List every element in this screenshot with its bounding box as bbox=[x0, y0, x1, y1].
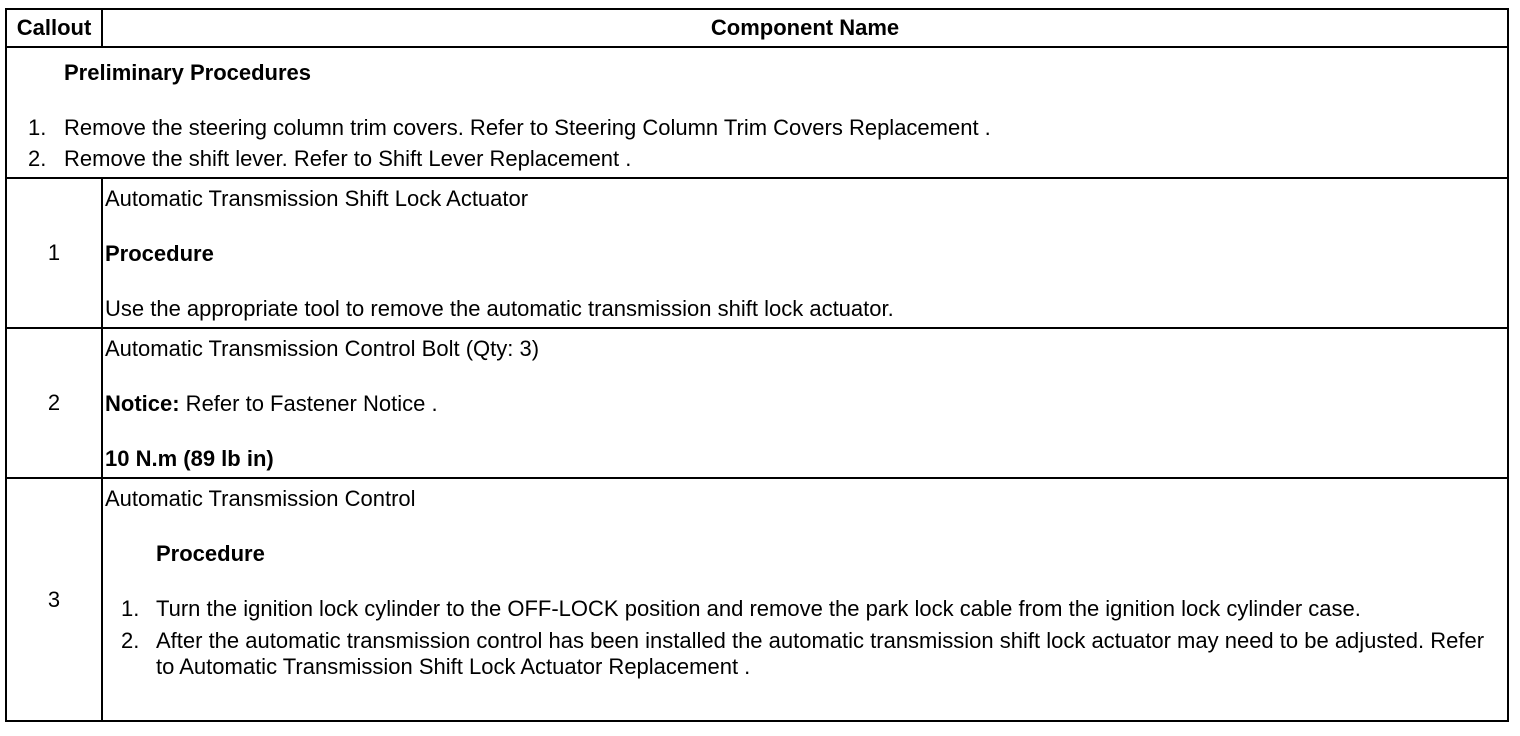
preliminary-cell bbox=[6, 47, 1508, 178]
procedure-label: Procedure bbox=[105, 241, 214, 266]
table-row bbox=[6, 478, 1508, 721]
step-text: Remove the steering column trim covers. Refer to Steering Column Trim Covers Replacement . bbox=[64, 115, 991, 140]
procedure-step bbox=[105, 628, 1507, 680]
step-number: 1. bbox=[121, 596, 140, 621]
step-number: 2. bbox=[28, 146, 47, 171]
callout-cell: 2 bbox=[6, 328, 102, 478]
step-text: Turn the ignition lock cylinder to the OFF-LOCK position and remove the park lock cable from the ignition lock cylinder case. bbox=[156, 596, 1361, 621]
preliminary-step bbox=[7, 146, 1507, 177]
table-row bbox=[6, 328, 1508, 478]
preliminary-step bbox=[7, 115, 1507, 146]
preliminary-row bbox=[6, 47, 1508, 178]
preliminary-title: Preliminary Procedures bbox=[64, 60, 312, 85]
component-name-header: Component Name bbox=[102, 9, 1508, 47]
notice-text: Refer to Fastener Notice . bbox=[179, 391, 438, 416]
callout-header: Callout bbox=[6, 9, 102, 47]
notice-line bbox=[105, 391, 1507, 417]
component-cell bbox=[102, 328, 1508, 478]
component-table bbox=[5, 8, 1509, 722]
component-cell bbox=[102, 178, 1508, 328]
procedure-text: Use the appropriate tool to remove the automatic transmission shift lock actuator. bbox=[105, 296, 894, 321]
step-number: 1. bbox=[28, 115, 47, 140]
procedure-step bbox=[105, 596, 1507, 622]
callout-cell: 3 bbox=[6, 478, 102, 721]
table-row bbox=[6, 178, 1508, 328]
component-cell bbox=[102, 478, 1508, 721]
component-name: Automatic Transmission Control bbox=[105, 486, 416, 511]
procedure-label: Procedure bbox=[156, 541, 265, 566]
step-text: After the automatic transmission control has been installed the automatic transmission shift lock actuator may need to be adjusted. Refer to Automatic Transmission Shift Lock Actuator Replacement . bbox=[156, 628, 1485, 679]
callout-cell: 1 bbox=[6, 178, 102, 328]
header-row bbox=[6, 9, 1508, 47]
torque-spec: 10 N.m (89 lb in) bbox=[105, 446, 274, 471]
notice-label: Notice: bbox=[105, 391, 180, 416]
component-name: Automatic Transmission Shift Lock Actuator bbox=[105, 186, 529, 211]
step-text: Remove the shift lever. Refer to Shift Lever Replacement . bbox=[64, 146, 632, 171]
step-number: 2. bbox=[121, 628, 140, 653]
component-name: Automatic Transmission Control Bolt (Qty: 3) bbox=[105, 336, 540, 361]
procedure-steps bbox=[105, 596, 1507, 680]
preliminary-steps bbox=[7, 115, 1507, 177]
